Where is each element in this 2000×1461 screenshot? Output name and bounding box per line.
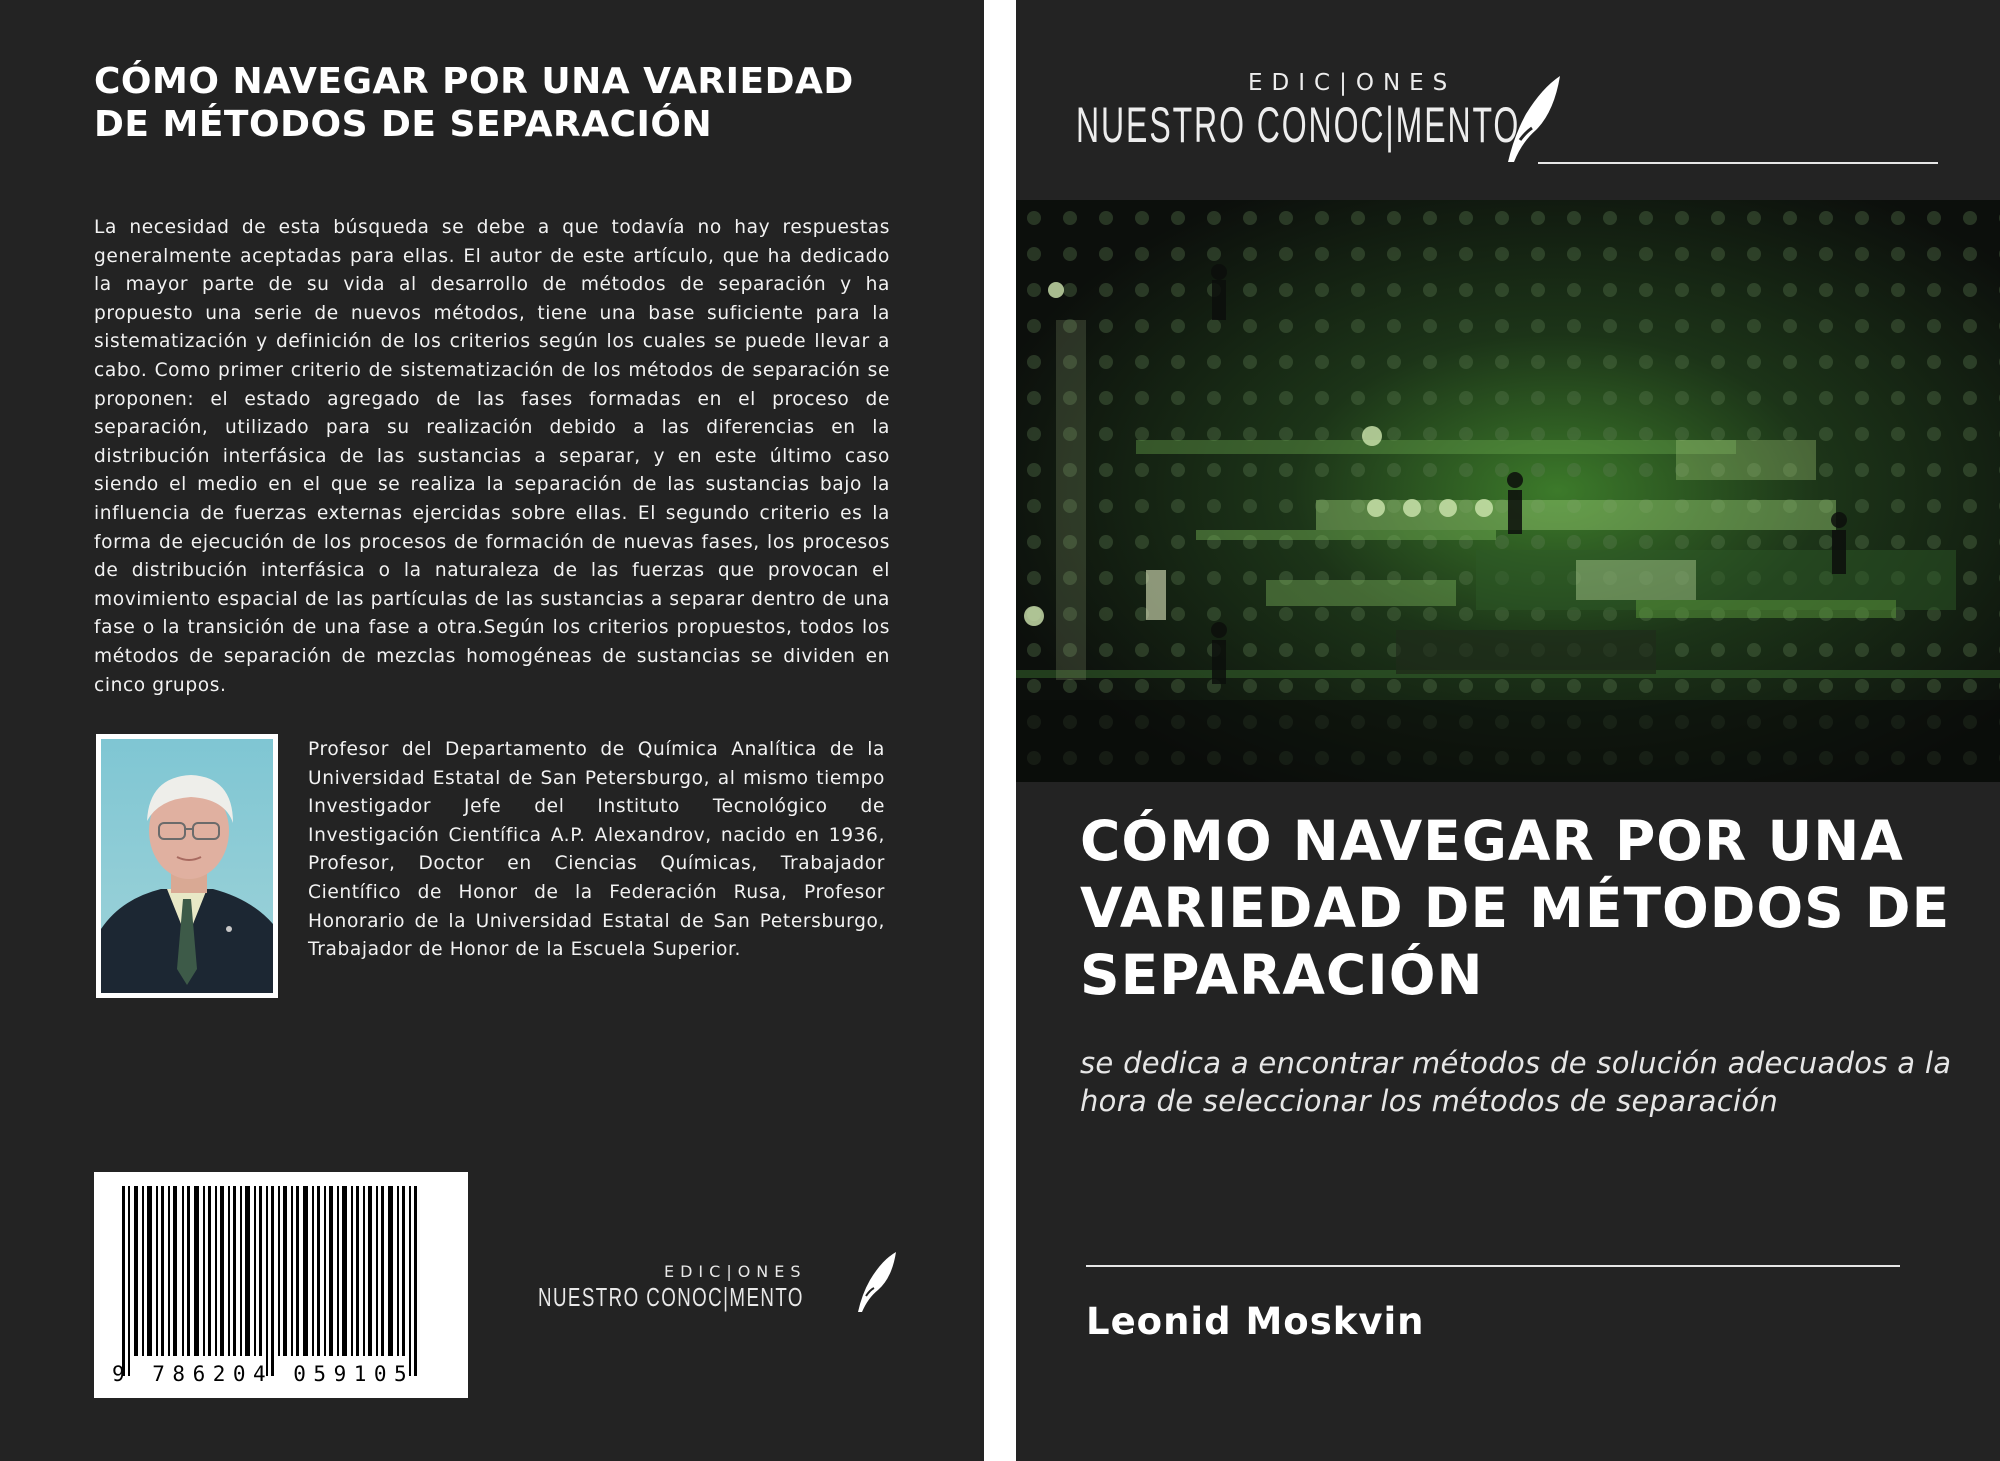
author-bio: Profesor del Departamento de Química Analítica de la Universidad Estatal de San Petersburgo, al mismo tiempo Investigador Jefe del Instituto Tecnológico de Investigación Científica A.P. Alexandrov, nacido en 1936, Profesor, Doctor en Ciencias Químicas, Trabajador Científico de Honor de la Federación Rusa, Profesor Honorario de la Universidad Estatal de San Petersburgo, Trabajador de Honor de la Escuela Superior. [308, 739, 885, 961]
back-cover [0, 0, 984, 1461]
front-cover-author: Leonid Moskvin [1086, 1300, 1425, 1343]
publisher-logo-back [534, 1250, 904, 1320]
front-cover-subtitle: se dedica a encontrar métodos de solución adecuados a la hora de seleccionar los métodos de separación [1080, 1046, 1952, 1118]
digital-circuit-abstract-image [1016, 200, 2000, 782]
publisher-name-line1: EDIC|ONES [1248, 70, 1457, 96]
fountain-pen-nib-icon [852, 1250, 902, 1316]
isbn-barcode [94, 1172, 468, 1398]
publisher-name-line2: NUESTRO CONOC|MENTO [1076, 97, 1521, 153]
back-cover-description: La necesidad de esta búsqueda se debe a que todavía no hay respuestas generalmente aceptadas para ellas. El autor de este artículo, que ha dedicado la mayor parte de su vida al desarrollo de métodos de separación y ha propuesto una serie de nuevos métodos, tiene una base suficiente para la sistematización y definición de los criterios según los cuales se puede llevar a cabo. Como primer criterio de sistematización de los métodos de separación se proponen: el estado agregado de las fases formadas en el proceso de separación, utilizado para su realización debido a las diferencias en la distribución interfásica de las sustancias a separar, y en este último caso siendo el medio en el que se realiza la separación de las sustancias bajo la influencia de fuerzas externas ejercidas sobre ellas. El segundo criterio es la forma de ejecución de los procesos de formación de nuevas fases, los procesos de distribución interfásica o la naturaleza de las fuerzas que provocan el movimiento espacial de las partículas de las sustancias a separar dentro de una fase o la transición de una fase a otra.Según los criterios propuestos, todos los métodos de separación de mezclas homogéneas de sustancias se dividen en cinco grupos. [94, 217, 890, 696]
author-portrait-image [101, 739, 273, 993]
fountain-pen-nib-icon [1502, 74, 1566, 166]
publisher-logo-front [1076, 70, 2000, 180]
front-cover [1016, 0, 2000, 1461]
back-cover-title: CÓMO NAVEGAR POR UNA VARIEDAD DE MÉTODOS DE SEPARACIÓN [94, 61, 854, 145]
publisher-name-line1: EDIC|ONES [664, 1262, 807, 1281]
isbn-number: 9 786204 059105 [112, 1362, 415, 1386]
spine [984, 0, 1016, 1461]
front-cover-title: CÓMO NAVEGAR POR UNA VARIEDAD DE MÉTODOS DE SEPARACIÓN [1080, 809, 1951, 1007]
cover-illustration [1016, 200, 2000, 782]
author-divider [1086, 1265, 1900, 1267]
author-photo [96, 734, 278, 998]
publisher-name-line2: NUESTRO CONOC|MENTO [538, 1282, 804, 1312]
publisher-underline [1538, 162, 1938, 164]
